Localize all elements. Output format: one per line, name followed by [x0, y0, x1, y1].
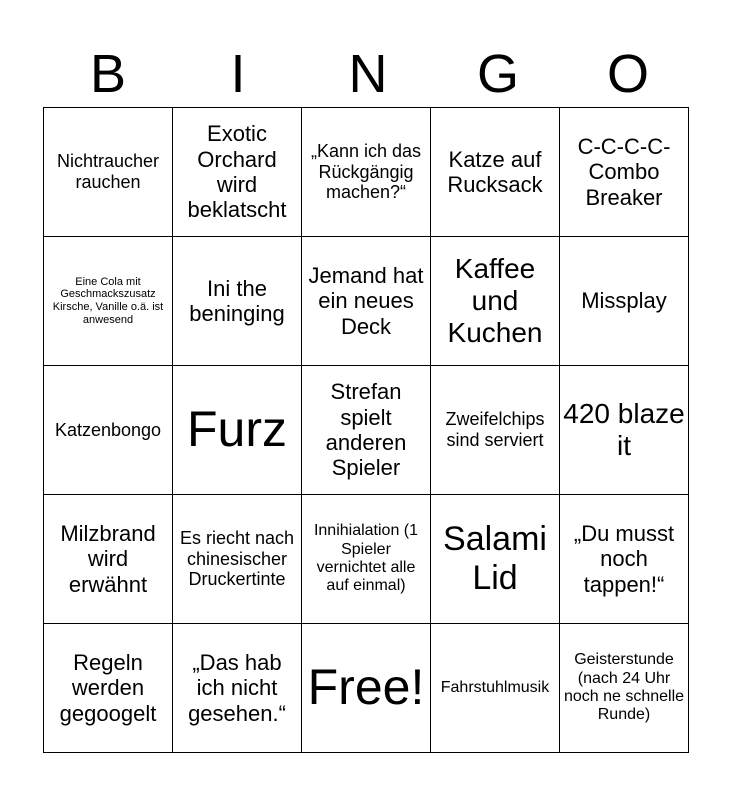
bingo-cell[interactable] — [173, 366, 302, 495]
bingo-cell[interactable] — [302, 495, 431, 624]
cell-text: Strefan spielt anderen Spieler — [325, 379, 407, 481]
cell-text: Es riecht nach chinesischer Druckertinte — [179, 527, 295, 590]
cell-text: Katze auf Rucksack — [447, 146, 543, 197]
cell-text: Jemand hat ein neues Deck — [308, 263, 424, 339]
bingo-cell[interactable] — [560, 237, 689, 366]
cell-text: Geisterstunde (nach 24 Uhr noch ne schnelle Runde) — [563, 651, 685, 724]
bingo-cell[interactable] — [560, 108, 689, 237]
bingo-cell[interactable] — [173, 108, 302, 237]
cell-text: Regeln werden gegoogelt — [59, 650, 157, 726]
bingo-cell[interactable] — [431, 108, 560, 237]
cell-text: Kaffee und Kuchen — [447, 252, 543, 349]
cell-text: 420 blaze it — [563, 397, 685, 461]
cell-text: Zweifelchips sind serviert — [445, 409, 545, 450]
bingo-cell[interactable] — [44, 495, 173, 624]
bingo-header — [43, 40, 693, 108]
cell-text: Milzbrand wird erwähnt — [60, 521, 156, 597]
bingo-cell[interactable] — [173, 624, 302, 753]
cell-text: Nichtraucher rauchen — [56, 151, 160, 192]
cell-text: „Du musst noch tappen!“ — [573, 521, 675, 597]
bingo-board — [43, 107, 689, 753]
cell-text: Free! — [307, 659, 425, 716]
cell-text: Fahrstuhlmusik — [440, 678, 550, 696]
bingo-cell[interactable] — [302, 237, 431, 366]
cell-text: Katzenbongo — [54, 419, 162, 440]
cell-text: Exotic Orchard wird beklatscht — [187, 121, 287, 223]
header-letter-b: B — [89, 44, 127, 104]
bingo-cell[interactable] — [44, 108, 173, 237]
bingo-cell[interactable] — [431, 237, 560, 366]
cell-text: „Kann ich das Rückgängig machen?“ — [310, 140, 422, 203]
bingo-cell[interactable] — [560, 624, 689, 753]
cell-text: Missplay — [581, 288, 667, 314]
cell-text: „Das hab ich nicht gesehen.“ — [188, 650, 286, 726]
header-letter-n: N — [348, 44, 388, 104]
bingo-cell[interactable] — [302, 108, 431, 237]
header-letter-o: O — [606, 44, 649, 104]
bingo-cell[interactable] — [431, 366, 560, 495]
bingo-cell[interactable] — [560, 495, 689, 624]
bingo-cell[interactable] — [431, 495, 560, 624]
bingo-cell[interactable] — [44, 624, 173, 753]
header-letter-g: G — [476, 44, 519, 104]
bingo-cell[interactable] — [173, 495, 302, 624]
bingo-cell[interactable] — [560, 366, 689, 495]
bingo-cell-free[interactable] — [302, 624, 431, 753]
cell-text: Ini the beninging — [189, 275, 285, 326]
cell-text: Salami Lid — [443, 519, 547, 597]
cell-text: Furz — [187, 401, 287, 458]
bingo-cell[interactable] — [173, 237, 302, 366]
bingo-cell[interactable] — [44, 237, 173, 366]
cell-text: C-C-C-C-Combo Breaker — [577, 134, 671, 210]
bingo-cell[interactable] — [431, 624, 560, 753]
cell-text: Eine Cola mit Geschmackszusatz Kirsche, Vanille o.ä. ist anwesend — [52, 275, 164, 326]
bingo-cell[interactable] — [44, 366, 173, 495]
cell-text: Innihialation (1 Spieler vernichtet alle auf einmal) — [313, 522, 419, 595]
bingo-cell[interactable] — [302, 366, 431, 495]
header-letter-i: I — [230, 44, 246, 104]
